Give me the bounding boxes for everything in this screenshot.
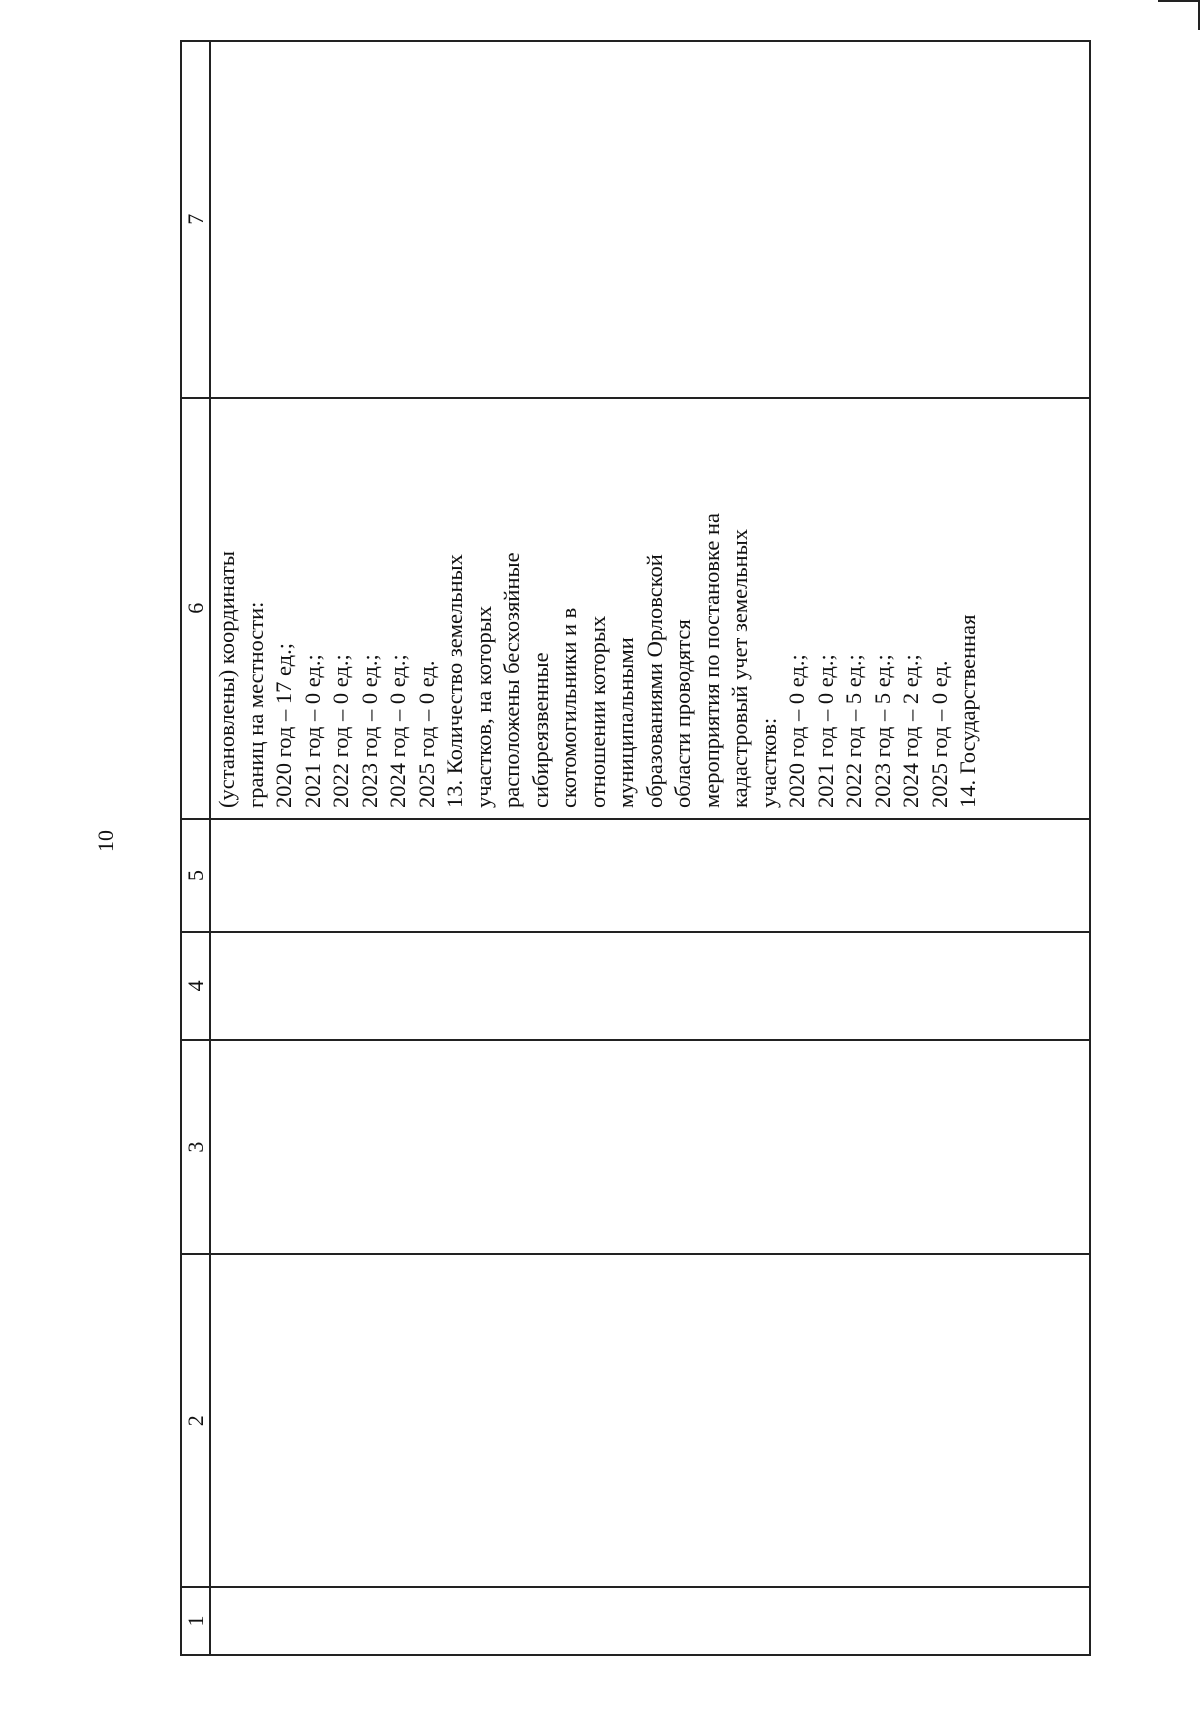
table-cell-line: 14. Государственная (955, 614, 980, 809)
table-cell-line: границ на местности: (242, 601, 268, 809)
table-cell-line: кадастровый учет земельных (727, 528, 752, 809)
table-column-4 (182, 931, 1089, 1039)
table-column-2 (182, 1253, 1089, 1586)
table-cell-line: сибиреязвенные (527, 652, 553, 809)
table-cell-line: 2021 год – 0 ед.; (299, 654, 325, 809)
table-cell-line: 2022 год – 0 ед.; (328, 654, 353, 809)
column-header-5: 5 (182, 820, 211, 931)
table-cell-line: 2020 год – 0 ед.; (784, 654, 809, 809)
table-cell-line: 2023 год – 0 ед.; (356, 654, 382, 809)
table-cell-line: 2023 год – 5 ед.; (869, 654, 895, 809)
table-cell-line: (установлены) координаты (214, 550, 239, 809)
column-body-5 (211, 820, 1089, 931)
table-cell-line: 2025 год – 0 ед. (926, 660, 952, 809)
table-rotation-wrapper (180, 40, 1091, 1656)
column-body-3 (211, 1041, 1089, 1254)
table-cell-line: отношении которых (584, 615, 610, 809)
table-cell-line: 2021 год – 0 ед.; (812, 654, 838, 809)
corner-mark (1158, 0, 1200, 30)
table-column-3 (182, 1039, 1089, 1254)
table-cell-line: скотомогильники и в (556, 607, 581, 809)
table-cell-line: 2024 год – 0 ед.; (385, 654, 410, 809)
table-column-1 (182, 1586, 1089, 1654)
table-cell-line: 2020 год – 17 ед.; (271, 643, 296, 809)
table-column-7 (182, 42, 1089, 397)
column-body-7 (211, 42, 1089, 397)
column-body-4 (211, 933, 1089, 1039)
column-body-1 (211, 1588, 1089, 1654)
table-cell-line: 2022 год – 5 ед.; (841, 654, 866, 809)
table-cell-line: 2024 год – 2 ед.; (898, 654, 923, 809)
table-cell-line: области проводятся (670, 619, 695, 809)
table-cell-line: муниципальными (613, 637, 638, 809)
column-body-6 (211, 399, 1089, 818)
table-column-5 (182, 818, 1089, 931)
table-cell-line: мероприятия по постановке на (698, 512, 724, 809)
column-header-3: 3 (182, 1041, 211, 1254)
column-header-6: 6 (182, 399, 211, 818)
table-cell-line: участков, на которых (470, 605, 496, 809)
table-cell-line: участков: (755, 717, 781, 809)
data-table (180, 40, 1091, 1656)
table-cell-line: образованиями Орловской (641, 554, 667, 809)
column-header-4: 4 (182, 933, 211, 1039)
table-cell-line: 2025 год – 0 ед. (413, 660, 439, 809)
column-header-1: 1 (182, 1588, 211, 1654)
page-number: 10 (93, 830, 118, 852)
table-cell-line: расположены бесхозяйные (499, 552, 524, 809)
table-cell-line: 13. Количество земельных (442, 554, 467, 809)
table-column-6 (182, 397, 1089, 818)
column-header-2: 2 (182, 1255, 211, 1586)
column-header-7: 7 (182, 42, 211, 397)
column-body-2 (211, 1255, 1089, 1586)
